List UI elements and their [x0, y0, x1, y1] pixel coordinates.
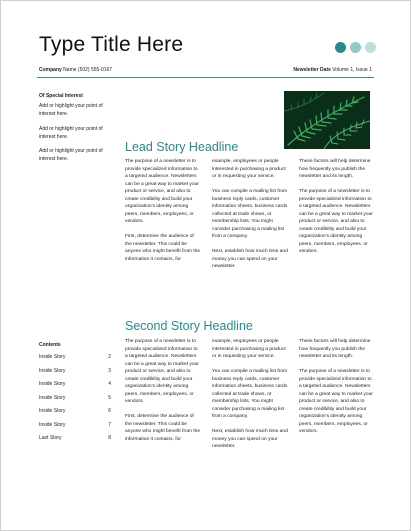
- newsletter-date-label: Newsletter Date: [293, 67, 331, 73]
- fern-image-icon: [284, 91, 370, 149]
- second-story-column-1[interactable]: [125, 338, 201, 451]
- contents-page: 8: [108, 435, 111, 441]
- company-info[interactable]: [39, 67, 112, 73]
- contents-row[interactable]: [39, 354, 111, 368]
- newsletter-title[interactable]: Type Title Here: [39, 33, 184, 56]
- contents-label: Inside Story: [39, 394, 66, 401]
- contents-label: Inside Story: [39, 354, 66, 360]
- lead-story-paragraph: The purpose of a newsletter is to provide specialized information to a targeted audience. Newsletters can be a great way to market your product or service, and also to create credibility and build your organization's identity among peers, members, employees, or vendors.: [299, 189, 373, 254]
- contents-row[interactable]: [39, 368, 111, 382]
- second-story-paragraph: example, employees or people interested in purchasing a product or in requesting your service.: [212, 339, 286, 359]
- lead-story-headline[interactable]: Lead Story Headline: [125, 140, 239, 154]
- lead-story-column-2[interactable]: [212, 158, 288, 278]
- second-story-headline[interactable]: Second Story Headline: [125, 319, 253, 333]
- company-value: Name (502) 555-0167: [63, 67, 113, 73]
- second-story-paragraph: You can compile a mailing list from business reply cards, customer information sheets, business cards collected at trade shows, or membership lists. You might consider purchasing a mailing list from a company.: [212, 369, 288, 419]
- lead-story-column-3[interactable]: [299, 158, 375, 263]
- second-story-column-3[interactable]: [299, 338, 375, 443]
- contents-page: 4: [108, 381, 111, 387]
- second-story-paragraph: First, determine the audience of the newsletter. This could be anyone who might benefit from the information it contains, for: [125, 414, 201, 442]
- contents-row[interactable]: [39, 395, 111, 409]
- contents-page: 2: [108, 354, 111, 360]
- second-story-paragraph: These factors will help determine how frequently you publish the newsletter and its length.: [299, 339, 371, 359]
- dot-icon: [350, 42, 361, 53]
- second-story-paragraph: The purpose of a newsletter is to provide specialized information to a targeted audience. Newsletters can be a great way to market your product or service, and also to create credibility and build your organization's identity among peers, members, employees, or vendors.: [125, 339, 199, 404]
- contents-row[interactable]: [39, 408, 111, 422]
- contents-label: Inside Story: [39, 408, 66, 414]
- special-interest-heading[interactable]: Of Special Interest: [39, 93, 83, 99]
- dot-icon: [365, 42, 376, 53]
- contents-box[interactable]: [39, 342, 111, 449]
- second-story-column-2[interactable]: [212, 338, 288, 458]
- header-divider: [37, 77, 374, 78]
- contents-heading: Contents: [39, 342, 61, 348]
- contents-page: 7: [108, 421, 111, 428]
- contents-label: Last Story: [39, 435, 62, 441]
- contents-row[interactable]: [39, 435, 111, 449]
- lead-story-paragraph: You can compile a mailing list from business reply cards, customer information sheets, business cards collected at trade shows, or membership lists. You might consider purchasing a mailing list from a company.: [212, 189, 288, 239]
- contents-page: 5: [108, 394, 111, 401]
- dot-icon: [335, 42, 346, 53]
- contents-label: Inside Story: [39, 421, 66, 428]
- contents-row[interactable]: [39, 422, 111, 436]
- second-story-paragraph: Next, establish how much time and money you can spend on your newsletter.: [212, 429, 288, 449]
- contents-label: Inside Story: [39, 367, 66, 374]
- contents-label: Inside Story: [39, 381, 66, 387]
- special-interest-item[interactable]: Add or highlight your point of interest here.: [39, 148, 103, 162]
- contents-page: 6: [108, 408, 111, 414]
- lead-story-column-1[interactable]: [125, 158, 201, 271]
- fern-photo[interactable]: [284, 91, 370, 149]
- newsletter-date-value: Volume 1, Issue 1: [332, 67, 372, 73]
- contents-row[interactable]: [39, 381, 111, 395]
- lead-story-paragraph: These factors will help determine how frequently you publish the newsletter and its length.: [299, 159, 371, 179]
- lead-story-paragraph: The purpose of a newsletter is to provide specialized information to a targeted audience. Newsletters can be a great way to market your product or service, and also to create credibility and build your organization's identity among peers, members, employees, or vendors.: [125, 159, 199, 224]
- second-story-paragraph: The purpose of a newsletter is to provide specialized information to a targeted audience. Newsletters can be a great way to market your product or service, and also to create credibility and build your organization's identity among peers, members, employees, or vendors.: [299, 369, 373, 434]
- company-label: Company: [39, 67, 62, 73]
- newsletter-date[interactable]: [293, 67, 372, 73]
- contents-page: 3: [108, 367, 111, 374]
- special-interest-item[interactable]: Add or highlight your point of interest here.: [39, 126, 103, 140]
- special-interest-item[interactable]: Add or highlight your point of interest here.: [39, 103, 103, 117]
- lead-story-paragraph: example, employees or people interested in purchasing a product or in requesting your service.: [212, 159, 286, 179]
- lead-story-paragraph: First, determine the audience of the newsletter. This could be anyone who might benefit from the information it contains, for: [125, 234, 201, 262]
- decorative-dots: [335, 42, 376, 53]
- lead-story-paragraph: Next, establish how much time and money you can spend on your newsletter.: [212, 249, 288, 269]
